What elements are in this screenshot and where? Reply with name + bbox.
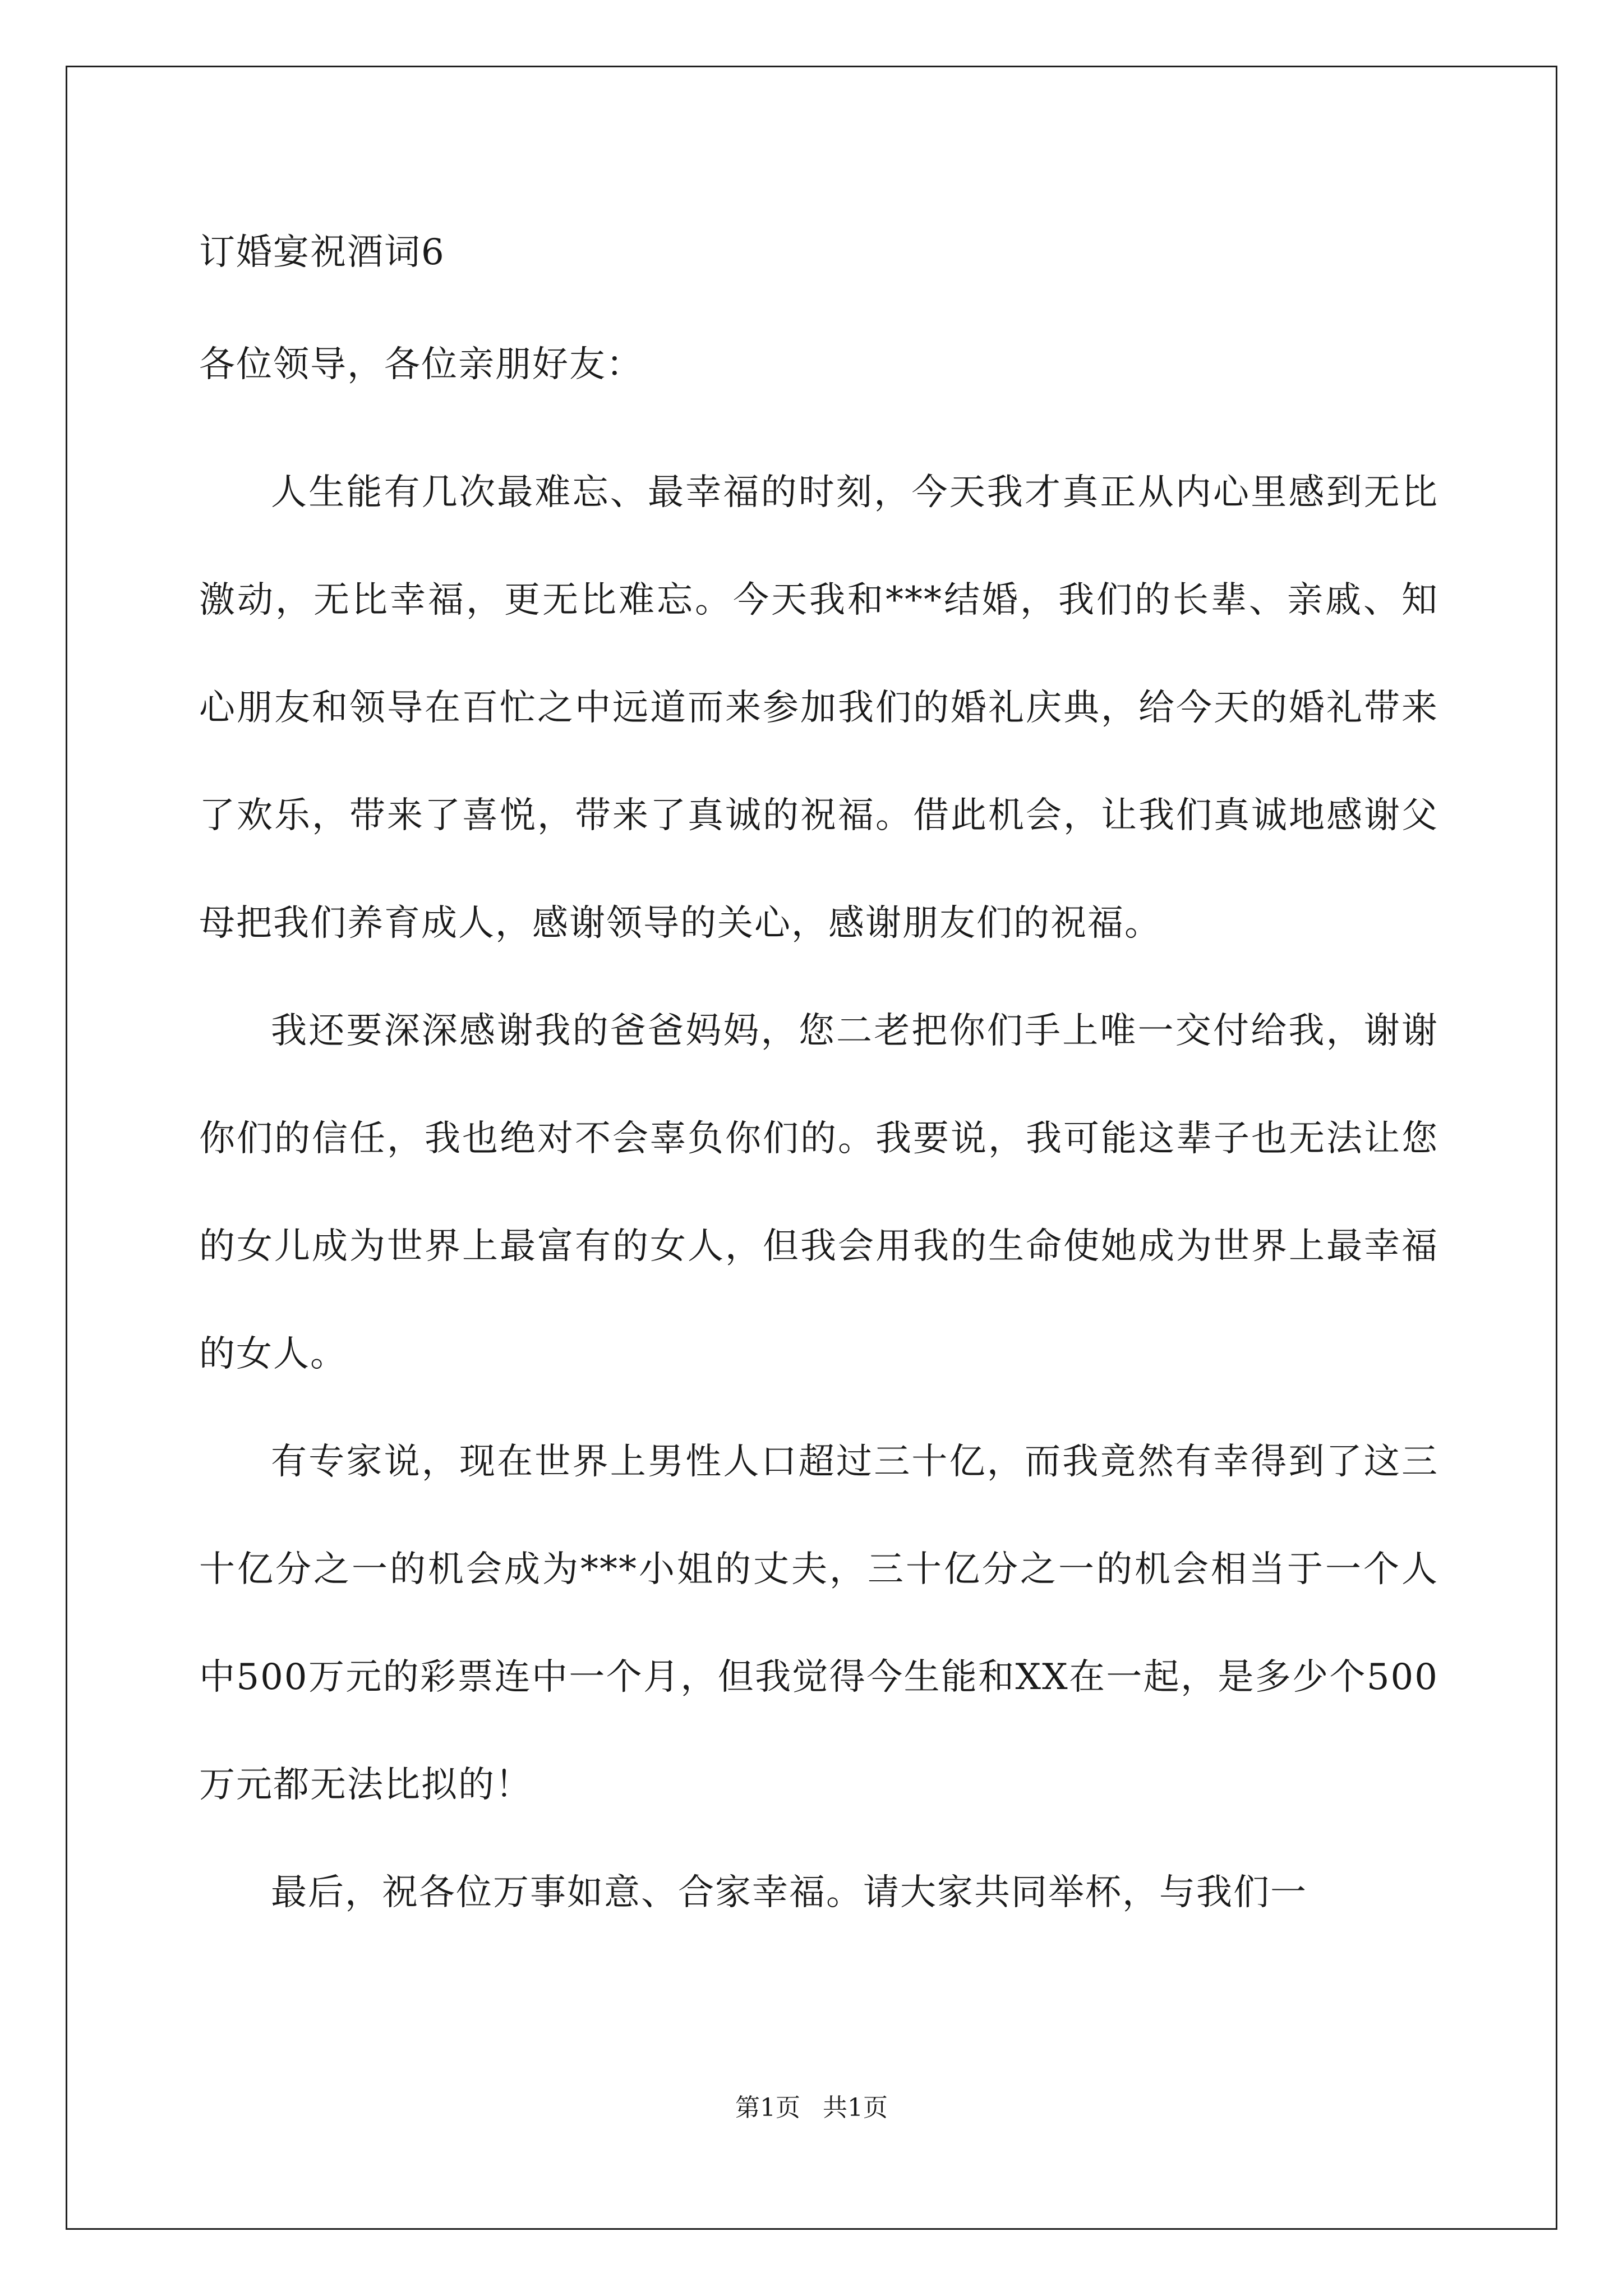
page-number-current: 第1页	[735, 2093, 800, 2122]
document-title: 订婚宴祝酒词6	[199, 232, 445, 273]
salutation: 各位领导，各位亲朋好友：	[199, 344, 643, 385]
page-number-total: 共1页	[823, 2093, 888, 2122]
paragraph-4: 最后，祝各位万事如意、合家幸福。请大家共同举杯，与我们一	[271, 1872, 1307, 1913]
paragraph-2: 我还要深深感谢我的爸爸妈妈，您二老把你们手上唯一交付给我，谢谢你们的信任，我也绝对不会辜负你们的。我要说，我可能这辈子也无法让您的女儿成为世界上最富有的女人，但我会用我的生命使她成为世界上最幸福的女人。	[199, 1010, 1438, 1375]
paragraph-1: 人生能有几次最难忘、最幸福的时刻，今天我才真正从内心里感到无比激动，无比幸福，更无比难忘。今天我和***结婚，我们的长辈、亲戚、知心朋友和领导在百忙之中远道而来参加我们的婚礼庆典，给今天的婚礼带来了欢乐，带来了喜悦，带来了真诚的祝福。借此机会，让我们真诚地感谢父母把我们养育成人，感谢领导的关心，感谢朋友们的祝福。	[199, 472, 1438, 944]
page-footer	[0, 2091, 1623, 2125]
paragraph-3: 有专家说，现在世界上男性人口超过三十亿，而我竟然有幸得到了这三十亿分之一的机会成为***小姐的丈夫，三十亿分之一的机会相当于一个人中500万元的彩票连中一个月，但我觉得今生能和XX在一起，是多少个500万元都无法比拟的！	[199, 1441, 1438, 1806]
document-body	[199, 219, 1438, 1947]
